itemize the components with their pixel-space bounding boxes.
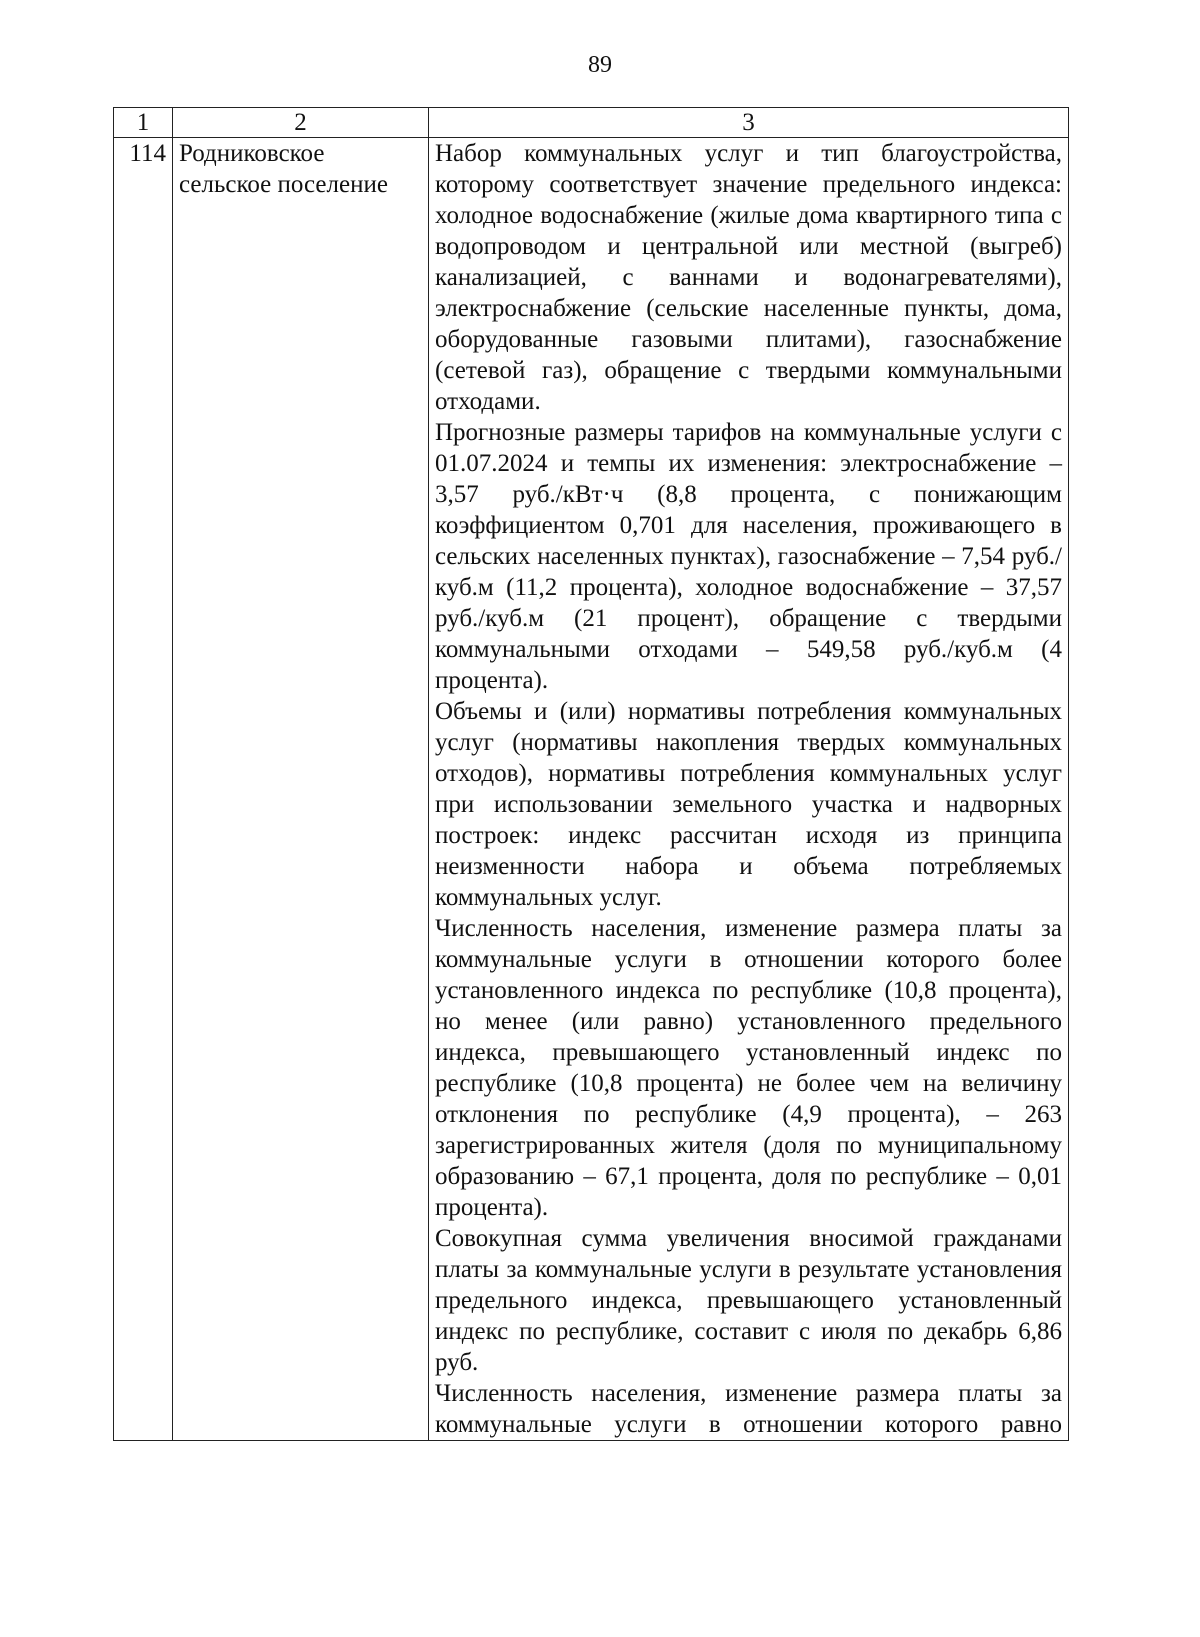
paragraph-total-increase: Совокупная сумма увеличения вносимой гражданами платы за коммунальные услуги в результате установления предельного индекса, превышающего установленный индекс по республике, составит с июля по декабрь 6,86 руб. [435,1225,1062,1376]
column-header-1: 1 [114,108,173,138]
table-row [114,138,1069,1441]
row-number: 114 [114,138,173,1441]
data-table [113,107,1069,1441]
column-header-3: 3 [429,108,1069,138]
paragraph-population-equal: Численность населения, изменение размера платы за коммунальные услуги в отношении которого равно [435,1380,1062,1438]
paragraph-population: Численность населения, изменение размера платы за коммунальные услуги в отношении которого более установленного индекса по республике (10,8 процента), но менее (или равно) установленного предельного индекса, превышающего установленный индекс по республике (10,8 процента) не более чем на величину отклонения по республике (4,9 процента), – 263 зарегистрированных жителя (доля по муниципальному образованию – 67,1 процента, доля по республике – 0,01 процента). [435,915,1062,1221]
table-header-row [114,108,1069,138]
settlement-name: Родниковское сельское поселение [173,138,429,1441]
row-description [429,138,1069,1441]
paragraph-tariffs: Прогнозные размеры тарифов на коммунальные услуги с 01.07.2024 и темпы их изменения: электроснабжение – 3,57 руб./кВт·ч (8,8 процента, с понижающим коэффициентом 0,701 для населения, проживающего в сельских населенных пунктах), газоснабжение – 7,54 руб./куб.м (11,2 процента), холодное водоснабжение – 37,57 руб./куб.м (21 процент), обращение с твердыми коммунальными отходами – 549,58 руб./куб.м (4 процента). [435,419,1062,694]
paragraph-norms: Объемы и (или) нормативы потребления коммунальных услуг (нормативы накопления твердых коммунальных отходов), нормативы потребления коммунальных услуг при использовании земельного участка и надворных построек: индекс рассчитан исходя из принципа неизменности набора и объема потребляемых коммунальных услуг. [435,698,1062,911]
column-header-2: 2 [173,108,429,138]
paragraph-services: Набор коммунальных услуг и тип благоустройства, которому соответствует значение предельного индекса: холодное водоснабжение (жилые дома квартирного типа с водопроводом и центральной или местной (выгреб) канализацией, с ваннами и водонагревателями), электроснабжение (сельские населенные пункты, дома, оборудованные газовыми плитами), газоснабжение (сетевой газ), обращение с твердыми коммунальными отходами. [435,140,1062,415]
page-number: 89 [588,52,612,78]
